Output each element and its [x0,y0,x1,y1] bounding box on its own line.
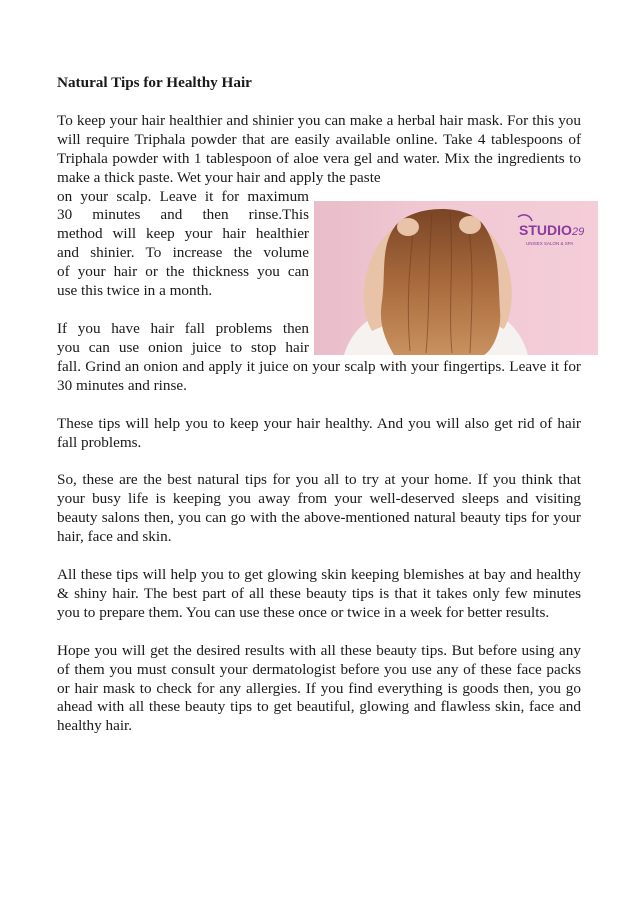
left-hand [397,218,419,236]
paragraph-dermatologist: Hope you will get the desired results with all these beauty tips. But before using any of them you must consult your dermatologist before you use any of these face packs or hair mask to check for any allergies. If you find everything is goods then, you go ahead with all these beauty tips to get beautiful, glowing and flawless skin, face and healthy hair. [57,641,581,735]
wrap-line: If you have hair fall problems then [57,319,309,337]
wrap-line: use this twice in a month. [57,282,213,300]
paragraph-herbal-mask-wrap [57,188,309,301]
document-body [57,74,581,755]
wrap-line: you can use onion juice to stop hair [57,338,309,356]
wrap-line: of your hair or the thickness you can [57,263,309,281]
logo-main-text: STUDIO [519,222,572,238]
wrap-line: and shinier. To increase the volume [57,244,309,262]
paragraph-busy-life: So, these are the best natural tips for you all to try at your home. If you think that your busy life is keeping you away from your well-deserved sleeps and visiting beauty salons then, you can go with the above-mentioned natural beauty tips for your hair, face and skin. [57,471,581,546]
paragraph-hair-fall-rest: fall. Grind an onion and apply it juice on your scalp with your fingertips. Leave it for 30 minutes and rinse. [57,357,581,394]
logo-number-text: 29 [572,226,585,238]
paragraph-tips-summary: These tips will help you to keep your hair healthy. And you will also get rid of hair fall problems. [57,414,581,451]
paragraph-hair-fall-wrap [57,320,309,358]
wrap-line: 30 minutes and then rinse.This [57,206,309,224]
hair-illustration [314,201,598,355]
hair-photo [314,201,598,355]
right-hand [459,216,481,234]
paragraph-herbal-mask-top: To keep your hair healthier and shinier you can make a herbal hair mask. For this you will require Triphala powder that are easily available online. Take 4 tablespoons of Triphala powder with 1 tablespoon of aloe vera gel and water. Mix the ingredients to make a thick paste. Wet your hair and apply the paste [57,111,581,186]
wrap-line: on your scalp. Leave it for maximum [57,187,309,205]
studio-logo [518,215,584,246]
document-title: Natural Tips for Healthy Hair [57,74,252,91]
paragraph-glowing-skin: All these tips will help you to get glowing skin keeping blemishes at bay and healthy & shiny hair. The best part of all these beauty tips is that it takes only few minutes you to prepare them. You can use these once or twice in a week for better results. [57,566,581,621]
logo-icon [518,215,532,221]
logo-sub-text: UNISEX SALON & SPA [526,241,574,246]
wrap-line: method will keep your hair healthier [57,225,309,243]
